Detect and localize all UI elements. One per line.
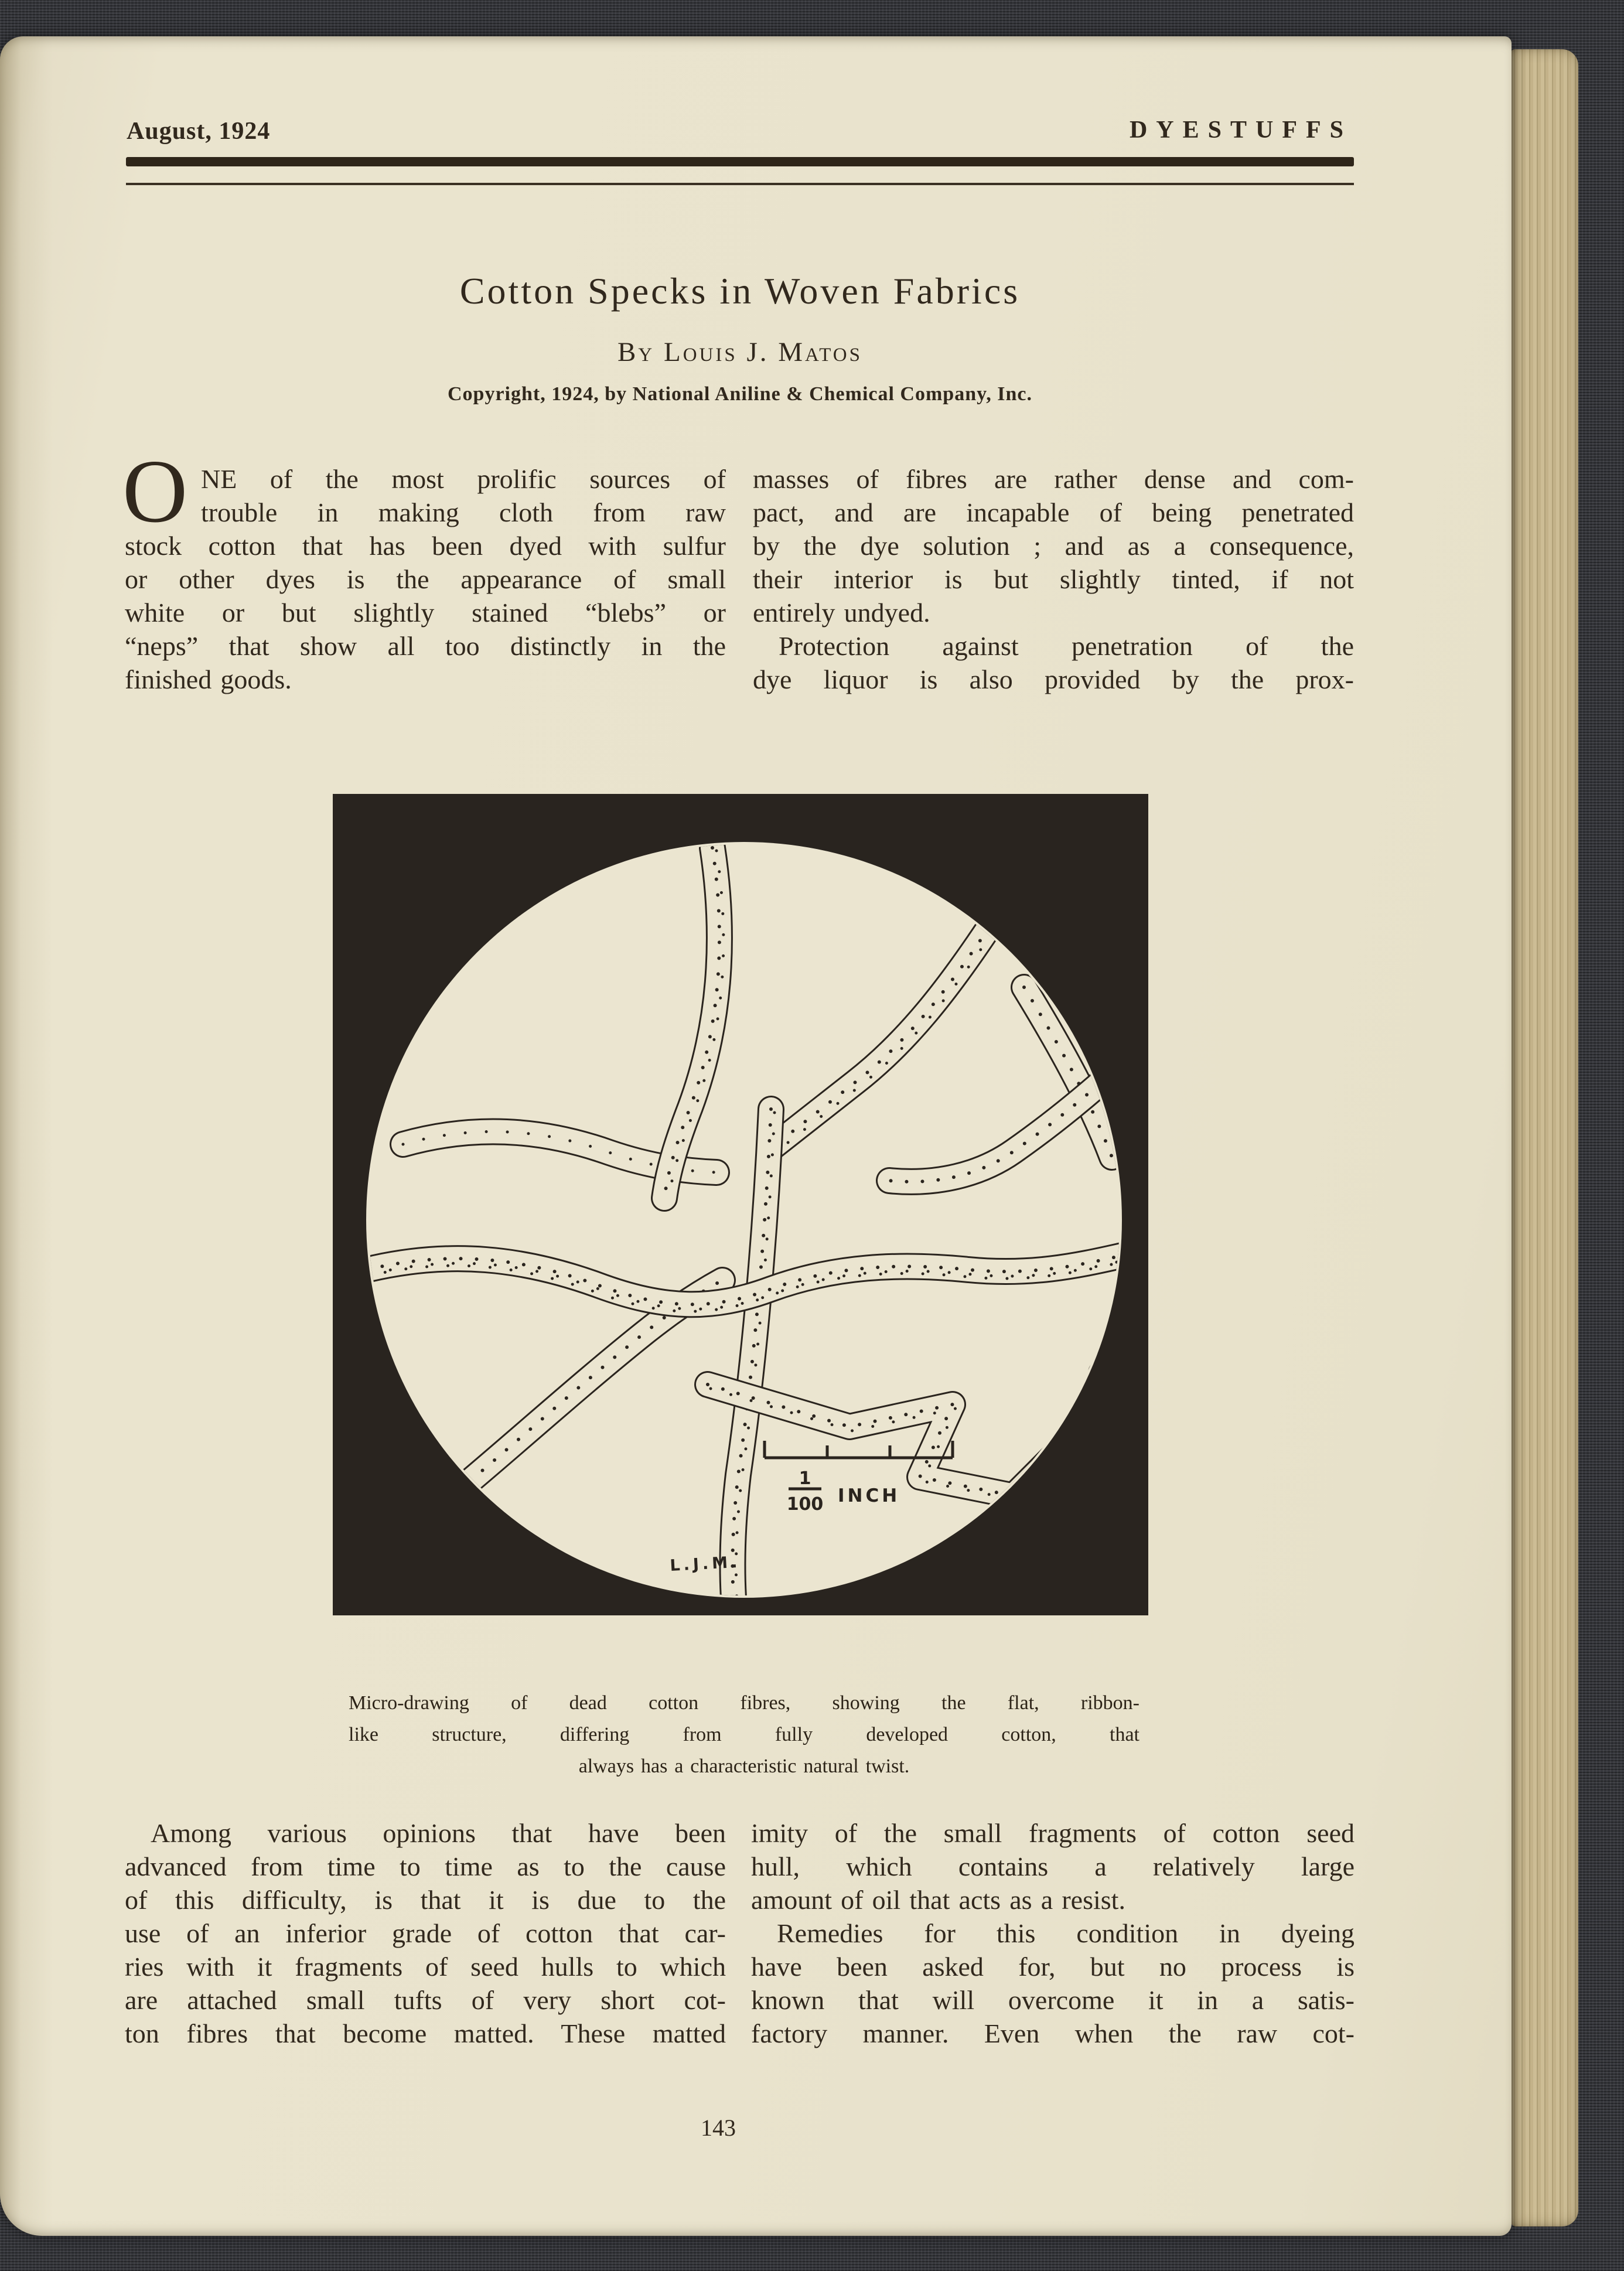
- text-line: trouble in making cloth from raw: [201, 497, 726, 527]
- text-line: Remedies for this condition in dyeing: [777, 1918, 1355, 1948]
- article-title: Cotton Specks in Woven Fabrics: [459, 270, 1021, 312]
- text-line: amount of oil that acts as a resist.: [751, 1885, 1125, 1915]
- text-line: masses of fibres are rather dense and com-: [753, 464, 1354, 494]
- text-line: imity of the small fragments of cotton seed: [751, 1818, 1355, 1848]
- text-line: entirely undyed.: [753, 598, 930, 628]
- text-line: white or but slightly stained “blebs” or: [125, 598, 726, 628]
- magazine-page: [0, 36, 1512, 2236]
- text-line: ries with it fragments of seed hulls to which: [125, 1952, 726, 1982]
- intro-left-column: [122, 442, 726, 696]
- intro-right-column: [753, 462, 1354, 696]
- text-line: factory manner. Even when the raw cot-: [751, 2018, 1355, 2048]
- drop-cap: O: [122, 442, 188, 541]
- text-line: NE of the most prolific sources of: [201, 464, 726, 494]
- text-line: are attached small tufts of very short cot-: [125, 1985, 726, 2015]
- page-number: 143: [701, 2115, 736, 2141]
- caption-line: like structure, differing from fully developed cotton, that: [349, 1724, 1139, 1745]
- scale-fraction-numerator: 1: [799, 1468, 811, 1489]
- text-line: by the dye solution ; and as a consequence,: [753, 531, 1354, 561]
- book-page-edges: [1510, 49, 1578, 2226]
- text-line: Among various opinions that have been: [151, 1818, 726, 1848]
- body-right-column: [751, 1816, 1355, 2050]
- text-line: use of an inferior grade of cotton that car-: [125, 1918, 726, 1948]
- text-line: pact, and are incapable of being penetrated: [753, 497, 1354, 527]
- text-line: advanced from time to time as to the cause: [125, 1851, 726, 1881]
- text-line: stock cotton that has been dyed with sulfur: [125, 531, 726, 561]
- caption-line: Micro-drawing of dead cotton fibres, showing the flat, ribbon-: [349, 1692, 1139, 1714]
- artist-signature: L.J.M.: [669, 1553, 742, 1575]
- text-line: dye liquor is also provided by the prox-: [753, 664, 1354, 694]
- text-line: “neps” that show all too distinctly in the: [125, 631, 726, 661]
- text-line: Protection against penetration of the: [779, 631, 1354, 661]
- micro-drawing-figure: [333, 794, 1148, 1615]
- header-rule-thick: [126, 157, 1354, 166]
- text-line: ton fibres that become matted. These matted: [125, 2018, 726, 2048]
- copyright-line: Copyright, 1924, by National Aniline & Chemical Company, Inc.: [448, 383, 1032, 405]
- scale-unit-label: INCH: [838, 1485, 900, 1506]
- text-line: their interior is but slightly tinted, if not: [753, 564, 1354, 594]
- text-line: known that will overcome it in a satis-: [751, 1985, 1355, 2015]
- scale-fraction-denominator: 100: [786, 1494, 824, 1515]
- article-byline: [126, 336, 1354, 368]
- caption-line: always has a characteristic natural twist.: [578, 1755, 910, 1777]
- publication-name: DYESTUFFS: [1129, 117, 1352, 144]
- text-line: have been asked for, but no process is: [751, 1952, 1355, 1982]
- text-line: or other dyes is the appearance of small: [125, 564, 726, 594]
- text-line: of this difficulty, is that it is due to the: [125, 1885, 726, 1915]
- figure-caption: [349, 1687, 1139, 1782]
- byline-prefix: By: [617, 337, 655, 367]
- issue-date: August, 1924: [127, 118, 271, 145]
- byline-author: Louis J. Matos: [663, 337, 862, 367]
- text-line: hull, which contains a relatively large: [751, 1851, 1355, 1881]
- body-left-column: [125, 1816, 726, 2050]
- header-rule-thin: [126, 183, 1354, 185]
- micro-drawing-svg: [333, 794, 1148, 1615]
- text-line: finished goods.: [125, 664, 292, 694]
